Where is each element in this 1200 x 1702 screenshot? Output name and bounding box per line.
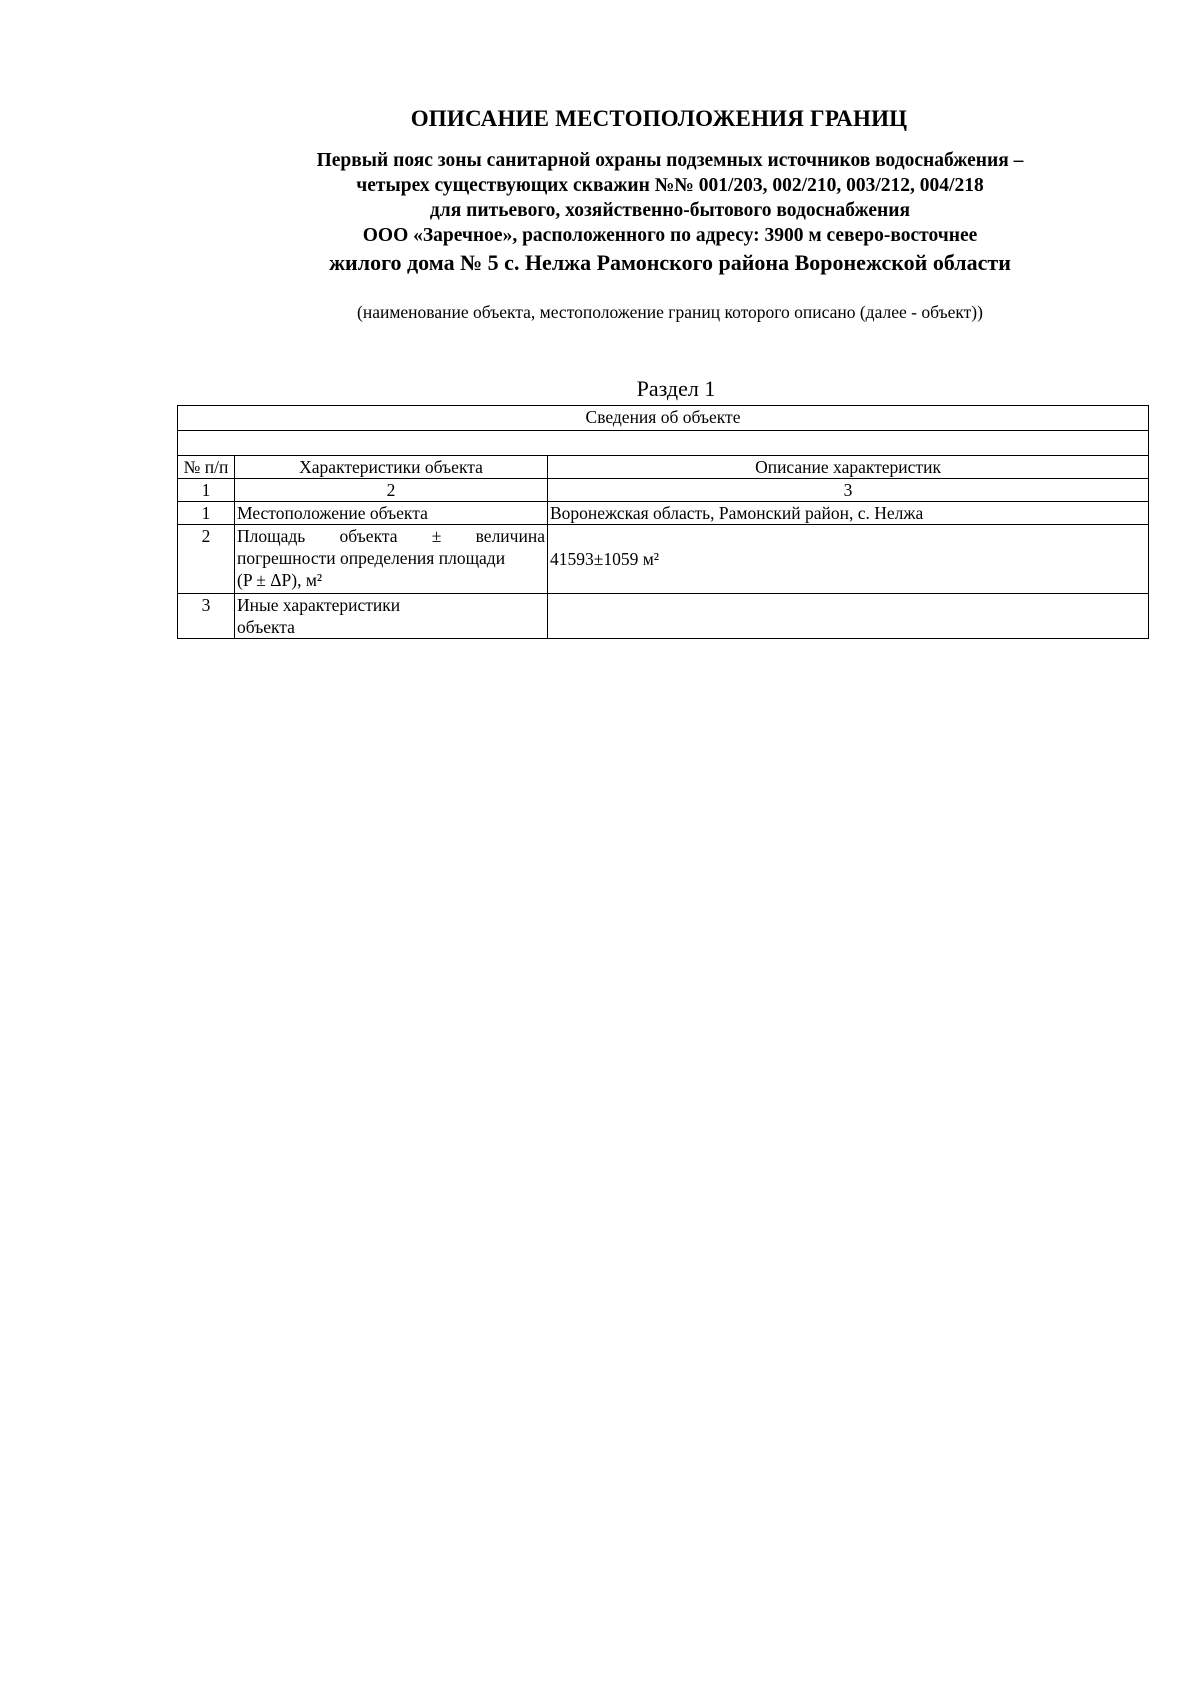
table-row (178, 594, 1149, 639)
table-header-row (178, 456, 1149, 479)
column-number-1: 1 (178, 479, 235, 502)
header-num: № п/п (178, 456, 235, 479)
subtitle-line-3: для питьевого, хозяйственно-бытового водоснабжения (429, 200, 911, 221)
row-characteristic (235, 525, 548, 594)
row-num: 3 (178, 594, 235, 639)
characteristic-line-2: погрешности определения площади (237, 548, 506, 568)
characteristic-line-1: Иные характеристики (237, 595, 401, 615)
header-description: Описание характеристик (548, 456, 1149, 479)
column-number-2: 2 (235, 479, 548, 502)
characteristic-line-3: (P ± ΔP), м² (237, 570, 323, 590)
subtitle-line-1: Первый пояс зоны санитарной охраны подземных источников водоснабжения – (316, 150, 1024, 171)
word: объекта (339, 526, 398, 546)
column-number-3: 3 (548, 479, 1149, 502)
row-num: 1 (178, 502, 235, 525)
row-description: Воронежская область, Рамонский район, с. Нелжа (548, 502, 1149, 525)
table-row (178, 525, 1149, 594)
document-subtitle (200, 148, 1140, 277)
table-title: Сведения об объекте (178, 406, 1149, 431)
section-label: Раздел 1 (636, 376, 716, 401)
table-row (178, 502, 1149, 525)
characteristic-line-1 (237, 525, 545, 547)
row-characteristic: Местоположение объекта (235, 502, 548, 525)
word: величина (475, 526, 545, 546)
subtitle-line-5: жилого дома № 5 с. Нелжа Рамонского района Воронежской области (329, 250, 1011, 275)
row-num: 2 (178, 525, 235, 594)
subtitle-line-4: ООО «Заречное», расположенного по адресу: 3900 м северо-восточнее (362, 225, 978, 246)
header-characteristic: Характеристики объекта (235, 456, 548, 479)
characteristic-line-2: объекта (237, 617, 295, 637)
table-empty-row (178, 431, 1149, 456)
object-caption: (наименование объекта, местоположение границ которого описано (далее - объект)) (357, 302, 983, 322)
table-empty-cell (178, 431, 1149, 456)
table-title-row (178, 406, 1149, 431)
word: Площадь (237, 526, 306, 546)
row-description: 41593±1059 м² (548, 525, 1149, 594)
row-description (548, 594, 1149, 639)
row-characteristic (235, 594, 548, 639)
word: ± (431, 526, 442, 546)
object-info-table (177, 405, 1149, 639)
table-column-number-row (178, 479, 1149, 502)
subtitle-line-2: четырех существующих скважин №№ 001/203, 002/210, 003/212, 004/218 (356, 175, 984, 196)
document-title: ОПИСАНИЕ МЕСТОПОЛОЖЕНИЯ ГРАНИЦ (410, 106, 908, 131)
